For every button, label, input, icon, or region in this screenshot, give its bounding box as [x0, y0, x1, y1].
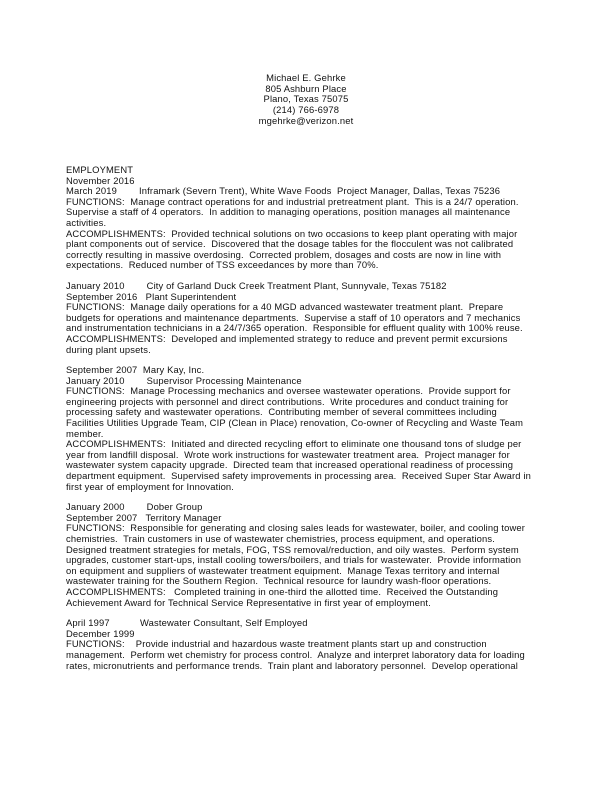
- job-line: FUNCTIONS: Responsible for generating and closing sales leads for wastewater, boiler, and cooling tower: [66, 523, 526, 534]
- job-line: department equipment. Supervised safety improvements in processing area. Received Super Star Award in: [66, 471, 531, 482]
- contact-email: mgehrke@verizon.net: [258, 114, 354, 126]
- contact-street: 805 Ashburn Place: [265, 82, 347, 94]
- job-line: FUNCTIONS: Manage contract operations for and industrial pretreatment plant. This is a 24/7 operation.: [66, 196, 519, 207]
- job-line: FUNCTIONS: Manage daily operations for a 40 MGD advanced wastewater treatment plant. Prepare: [66, 302, 504, 313]
- job-line: January 2010 City of Garland Duck Creek Treatment Plant, Sunnyvale, Texas 75182: [66, 280, 447, 291]
- job-entry: [66, 176, 548, 271]
- job-line: April 1997 Wastewater Consultant, Self Employed: [66, 618, 308, 629]
- job-line: FUNCTIONS: Manage Processing mechanics and oversee wastewater operations. Provide support for: [66, 386, 511, 397]
- job-line: rates, micronutrients and performance trends. Train plant and laboratory personnel. Develop operational: [66, 660, 518, 671]
- contact-header: [0, 73, 612, 126]
- job-line: Facilities Utilities Upgrade Team, CIP (Clean in Place) renovation, Co-owner of Recycling and Waste Team: [66, 418, 524, 429]
- job-line: during plant upsets.: [66, 344, 151, 355]
- job-line: wastewater training for the Southern Region. Technical resource for laundry wash-floor operations.: [66, 576, 492, 587]
- job-line: activities.: [66, 217, 107, 228]
- job-line: first year of employment for Innovation.: [66, 481, 235, 492]
- job-entry: [66, 502, 548, 608]
- job-line: September 2007 Territory Manager: [66, 512, 222, 523]
- job-line: December 1999: [66, 628, 135, 639]
- job-line: January 2010 Supervisor Processing Maintenance: [66, 375, 302, 386]
- job-line: ACCOMPLISHMENTS: Developed and implemented strategy to reduce and prevent permit excursions: [66, 333, 508, 344]
- job-line: ACCOMPLISHMENTS: Provided technical solutions on two occasions to keep plant operating with major: [66, 228, 518, 239]
- job-line: November 2016: [66, 175, 135, 186]
- job-line: September 2007 Mary Kay, Inc.: [66, 365, 205, 376]
- job-line: March 2019 Inframark (Severn Trent), White Wave Foods Project Manager, Dallas, Texas 75236: [66, 186, 501, 197]
- job-entry: [66, 618, 548, 671]
- contact-name: Michael E. Gehrke: [266, 72, 346, 83]
- job-entry: [66, 365, 548, 492]
- job-line: Supervise a staff of 4 operators. In addition to managing operations, position manages all maintenance: [66, 207, 511, 218]
- job-line: plant components out of service. Discovered that the dosage tables for the flocculent was not calibrated: [66, 239, 514, 250]
- job-line: ACCOMPLISHMENTS: Completed training in one-third the allotted time. Received the Outstanding: [66, 586, 499, 597]
- job-line: year from landfill disposal. Wrote work instructions for wastewater treatment area. Project manager for: [66, 449, 510, 460]
- job-list: [66, 176, 548, 672]
- job-line: processing safety and wastewater operations. Contributing member of several committees including: [66, 407, 497, 418]
- job-line: ACCOMPLISHMENTS: Initiated and directed recycling effort to eliminate one thousand tons of sludge per: [66, 439, 522, 450]
- contact-city: Plano, Texas 75075: [263, 93, 349, 105]
- job-line: upgrades, customer start-ups, install cooling towers/boilers, and trials for wastewater. Provide information: [66, 555, 522, 566]
- job-line: Achievement Award for Technical Service Representative in first year of employment.: [66, 597, 431, 608]
- employment-section: [66, 165, 548, 681]
- job-line: member.: [66, 428, 104, 439]
- job-line: January 2000 Dober Group: [66, 502, 203, 513]
- job-line: wastewater system capacity upgrade. Directed team that increased operational readiness of processing: [66, 460, 514, 471]
- job-line: expectations. Reduced number of TSS exceedances by more than 70%.: [66, 260, 379, 271]
- job-line: correctly resulting in massive overdosing. Corrected problem, dosages and costs are now in line with: [66, 249, 502, 260]
- job-line: budgets for operations and maintenance departments. Supervise a staff of 10 operators and 7 mechanics: [66, 312, 521, 323]
- job-line: chemistries. Train customers in use of wastewater chemistries, process equipment, and operations.: [66, 534, 495, 544]
- job-entry: [66, 281, 548, 355]
- job-line: Designed treatment strategies for metals, FOG, TSS removal/reduction, and oily wastes. Perform system: [66, 544, 519, 555]
- job-line: on equipment and suppliers of wastewater treatment equipment. Manage Texas territory and internal: [66, 565, 500, 576]
- job-line: management. Perform wet chemistry for process control. Analyze and interpret laboratory data for loading: [66, 649, 525, 660]
- contact-phone: (214) 766-6978: [272, 104, 340, 116]
- section-title: EMPLOYMENT: [66, 164, 134, 175]
- job-line: September 2016 Plant Superintendent: [66, 291, 237, 302]
- job-line: and instrumentation technicians in a 24/7/365 operation. Responsible for effluent quality with 100% reuse.: [66, 323, 523, 334]
- job-line: engineering projects with personnel and direct contributions. Write procedures and conduct training for: [66, 396, 509, 407]
- job-line: FUNCTIONS: Provide industrial and hazardous waste treatment plants start up and construction: [66, 639, 487, 650]
